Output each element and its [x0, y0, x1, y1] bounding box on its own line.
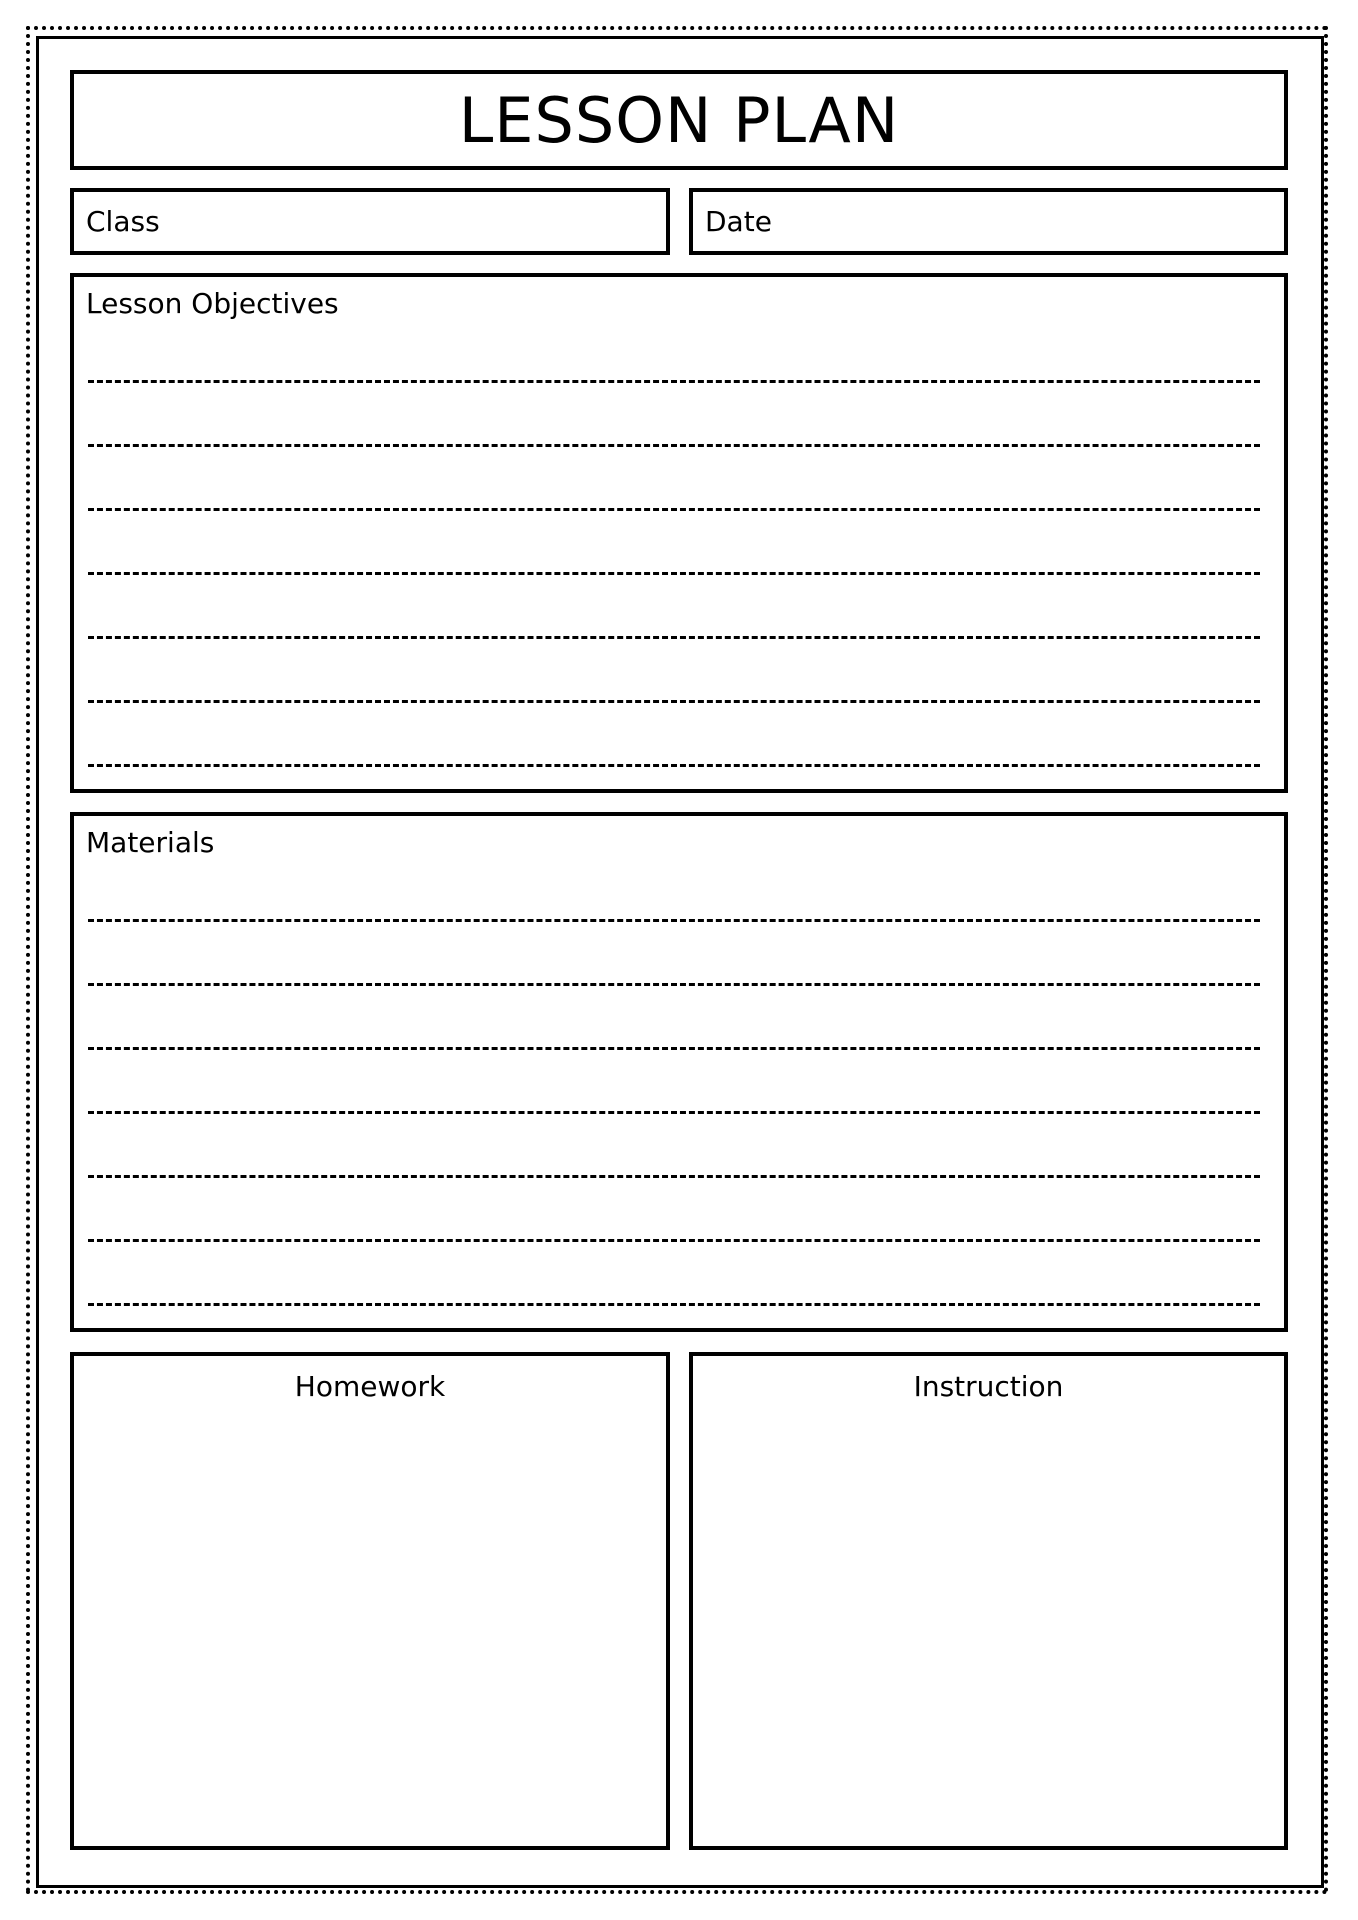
writing-line[interactable] — [88, 383, 1260, 447]
date-field[interactable] — [689, 188, 1288, 255]
instruction-label: Instruction — [913, 1370, 1064, 1403]
writing-line[interactable] — [88, 1050, 1260, 1114]
instruction-box[interactable] — [689, 1352, 1288, 1850]
writing-line[interactable] — [88, 703, 1260, 767]
writing-line[interactable] — [88, 922, 1260, 986]
materials-section — [70, 812, 1288, 1332]
class-field[interactable] — [70, 188, 670, 255]
materials-lines — [88, 906, 1260, 1306]
writing-line[interactable] — [88, 906, 1260, 922]
homework-box[interactable] — [70, 1352, 670, 1850]
lesson-objectives-section — [70, 273, 1288, 793]
date-label: Date — [705, 205, 772, 238]
writing-line[interactable] — [88, 367, 1260, 383]
writing-line[interactable] — [88, 575, 1260, 639]
class-label: Class — [86, 205, 160, 238]
writing-line[interactable] — [88, 986, 1260, 1050]
lesson-objectives-label: Lesson Objectives — [86, 287, 339, 320]
lesson-objectives-lines — [88, 367, 1260, 767]
writing-line[interactable] — [88, 639, 1260, 703]
writing-line[interactable] — [88, 1178, 1260, 1242]
writing-line[interactable] — [88, 511, 1260, 575]
materials-label: Materials — [86, 826, 215, 859]
writing-line[interactable] — [88, 1242, 1260, 1306]
title-box — [70, 70, 1288, 170]
homework-label: Homework — [294, 1370, 446, 1403]
writing-line[interactable] — [88, 1114, 1260, 1178]
page-title: LESSON PLAN — [458, 83, 900, 157]
writing-line[interactable] — [88, 447, 1260, 511]
